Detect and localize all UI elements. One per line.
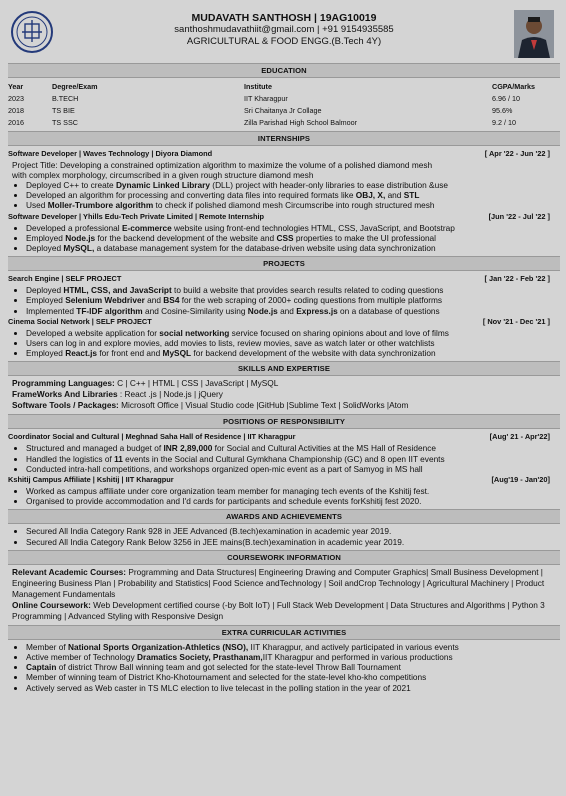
list-item: • Deployed HTML, CSS, and JavaScript to build a website that provides search results related to coding questions [26,285,560,295]
project-title-line: Project Title: Developing a constrained optimization algorithm to maximize the volume of a polished diamond mesh [12,160,433,170]
coursework-heading: COURSEWORK INFORMATION [8,550,560,565]
position-1-title: Coordinator Social and Cultural | Meghnad Saha Hall of Residence | IIT Kharagpur [8,432,296,442]
skills-heading: SKILLS AND EXPERTISE [8,361,560,376]
candidate-name: MUDAVATH SANTHOSH | 19AG10019 [191,12,377,24]
position-1-header [8,431,560,443]
list-item: • Developed a website application for social networking service focused on sharing opinions about and love of films [26,328,560,338]
project-2-bullets [8,328,560,359]
internship-1-title: Software Developer | Waves Technology | Diyora Diamond [8,149,213,158]
list-item: • Organised to provide accommodation and I'd cards for participants and schedule events forKshitij fest 2020. [26,496,560,506]
cell-institute: Sri Chaitanya Jr Collage [244,105,322,115]
col-year: Year [8,81,24,91]
cell-marks: 95.6% [492,105,513,115]
cell-marks: 6.96 / 10 [492,93,520,103]
education-table [8,80,560,128]
list-item: • Member of winning team of District Kho-Khotournament and selected for the state-level kho-kho competitions [26,672,560,682]
internship-2-bullets [8,223,560,254]
internship-2-title: Software Developer | Yhills Edu-Tech Private Limited | Remote Internship [8,211,265,221]
project-title-line-2: with complex morphology, circumscribed in a given rough structure diamond mesh [12,170,314,180]
list-item: • Employed Node.js for the backend development of the website and CSS properties to make the UI professional [26,233,560,243]
project-2-title: Cinema Social Network | SELF PROJECT [8,316,152,326]
list-item: • Handled the logistics of 11 events in the Social and Cultural Gymkhana Championship (GC) and 8 open IIT events [26,454,560,464]
academic-courses: Relevant Academic Courses: Programming and Data Structures| Engineering Drawing and Computer Graphics| Small Business Development | Engineering Business Plan | Probability and Statistics| Food Science andTechnology | Soil andCrop Technology | Agricultural Machinery | Product Management Fundamentals [12,566,545,599]
col-degree: Degree/Exam [52,81,98,91]
project-1-date: [ Jan '22 - Feb '22 ] [484,274,550,284]
project-2-header [8,316,560,328]
cell-degree: B.TECH [52,93,79,103]
position-2-header [8,474,560,486]
list-item: • Worked as campus affiliate under core organization team member for managing tech events of the Kshitij fest. [26,486,560,496]
col-marks: CGPA/Marks [492,81,536,91]
list-item: • Deployed MySQL, a database management system for the database-driven website using data synchronization [26,243,560,253]
cell-year: 2018 [8,105,24,115]
institute-logo-icon [10,10,54,54]
position-1-date: [Aug' 21 - Apr'22] [489,432,550,442]
internships-heading: INTERNSHIPS [8,131,560,146]
projects-heading: PROJECTS [8,256,560,271]
position-1-bullets [8,443,560,474]
cell-degree: TS SSC [52,117,78,127]
cell-degree: TS BIE [52,105,75,115]
department-line: AGRICULTURAL & FOOD ENGG.(B.Tech 4Y) [186,36,382,47]
internship-1-bullets [8,180,560,211]
list-item: • Active member of Technology Dramatics Society, Prasthanam,IIT Kharagpur and performed in various productions [26,652,560,662]
list-item: • Developed a professional E-commerce website using front-end technologies HTML, CSS, JavaScript, and Bootstrap [26,223,560,233]
list-item: • Employed Selenium Webdriver and BS4 for the web scraping of 2000+ coding questions from multiple platforms [26,295,560,305]
education-header-row [8,80,560,92]
table-row [8,104,560,116]
list-item: • Captain of district Throw Ball winning team and got selected for the state-level Throw Ball Tournament [26,662,560,672]
list-item: • Implemented TF-IDF algorithm and Cosine-Similarity using Node.js and Express.js on a database of questions [26,306,560,316]
extracurricular-bullets [8,642,560,693]
project-2-date: [ Nov '21 - Dec '21 ] [482,316,550,326]
list-item: • Developed an algorithm for processing and converting data files into required formats like OBJ, X, and STL [26,190,560,200]
project-1-title: Search Engine | SELF PROJECT [8,274,122,284]
list-item: • Users can log in and explore movies, add movies to lists, review movies, save as watch later or other watchlists [26,338,560,348]
resume-header [8,6,560,60]
profile-photo [514,10,554,58]
table-row [8,116,560,128]
table-row [8,92,560,104]
skills-tools: Software Tools / Packages: Microsoft Office | Visual Studio code |GitHub |Sublime Text | SolidWorks |Atom [12,400,409,411]
list-item: • Structured and managed a budget of INR 2,89,000 for Social and Cultural Activities at the MS Hall of Residence [26,443,560,453]
internship-2-date: [Jun '22 - Jul '22 ] [488,211,550,221]
cell-institute: Zilla Parishad High School Balmoor [244,117,358,127]
position-2-date: [Aug'19 - Jan'20] [491,475,550,485]
positions-heading: POSITIONS OF RESPONSIBILITY [8,414,560,429]
education-heading: EDUCATION [8,63,560,78]
list-item: • Employed React.js for front end and MySQL for backend development of the website with data synchronization [26,348,560,358]
contact-line: santhoshmudavathiit@gmail.com | +91 9154935585 [174,24,394,35]
project-1-bullets [8,285,560,316]
awards-heading: AWARDS AND ACHIEVEMENTS [8,509,560,524]
list-item: • Conducted intra-hall competitions, and workshops organized open-mic event as a part of Samyog in MS hall [26,464,560,474]
position-2-title: Kshitij Campus Affiliate | Kshitij | IIT Kharagpur [8,475,174,485]
online-coursework: Online Coursework: Web Development certified course (-by Bolt IoT) | Full Stack Web Development | Data Structures and Algorithms | Python 3 Programming | Advanced Styling with Responsive Design [12,599,545,621]
project-1-header [8,273,560,285]
awards-bullets [8,526,560,546]
list-item: • Secured All India Category Rank 928 in JEE Advanced (B.tech)examination in academic year 2019. [26,526,560,536]
cell-year: 2016 [8,117,24,127]
col-institute: Institute [244,81,272,91]
skills-programming: Programming Languages: C | C++ | HTML | CSS | JavaScript | MySQL [12,378,279,389]
extracurricular-heading: EXTRA CURRICULAR ACTIVITIES [8,625,560,640]
internship-1-date: [ Apr '22 - Jun '22 ] [484,149,550,158]
position-2-bullets [8,486,560,506]
internship-1-header [8,148,560,160]
list-item: • Deployed C++ to create Dynamic Linked Library (DLL) project with header-only libraries to ease distribution &use [26,180,560,190]
list-item: • Member of National Sports Organization-Athletics (NSO), IIT Kharagpur, and actively participated in various events [26,642,560,652]
list-item: • Actively served as Web caster in TS MLC election to live telecast in the polling station in the year of 2021 [26,683,560,693]
skills-frameworks: FrameWorks And Libraries : React .js | Node.js | jQuery [12,389,223,400]
list-item: • Secured All India Category Rank Below 3256 in JEE mains(B.tech)examination in academic year 2019. [26,537,560,547]
list-item: • Used Moller-Trumbore algorithm to check if polished diamond mesh Circumscribe into rough structured mesh [26,200,560,210]
internship-2-header [8,211,560,223]
cell-marks: 9.2 / 10 [492,117,516,127]
cell-year: 2023 [8,93,24,103]
cell-institute: IIT Kharagpur [244,93,288,103]
